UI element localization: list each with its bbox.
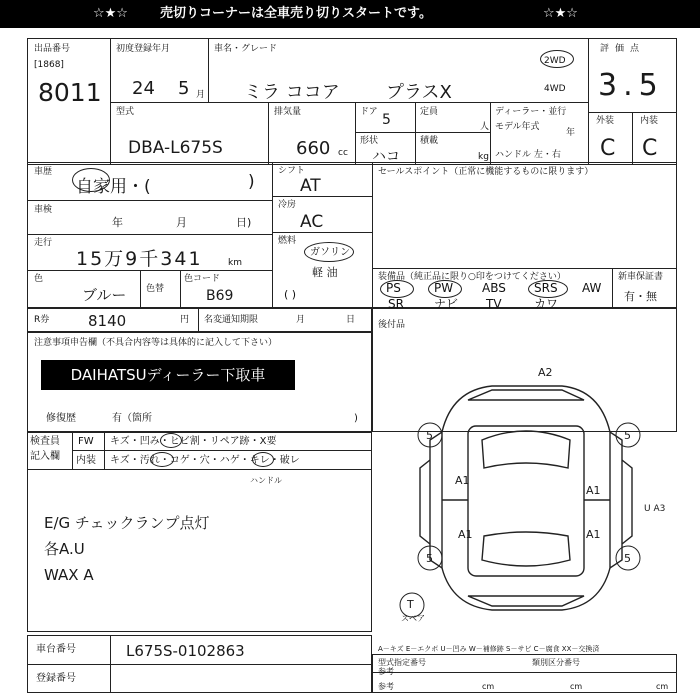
tire-spare-mark: T: [407, 598, 414, 611]
score-value: 3.5: [598, 68, 664, 103]
equipment-label: 装備品（純正品に限り○印をつけてください）: [378, 272, 566, 282]
tire-rl-tread: 5: [426, 552, 433, 565]
fuel-diesel: 軽 油: [312, 266, 338, 279]
load-unit: kg: [478, 152, 489, 162]
colorcode-label: 色コード: [184, 274, 221, 284]
score-label: 評価点: [600, 44, 646, 54]
km-unit: km: [228, 258, 242, 268]
equip-pw-circle: [428, 280, 462, 298]
tire-rr-tread: 5: [624, 552, 631, 565]
equip-leather: カワ: [534, 297, 559, 311]
inspector-note-2: 各A.U: [44, 540, 85, 558]
color-label: 色: [34, 274, 44, 284]
inspector-row2: キズ・汚れ・コゲ・穴・ハゲ・キレ・破レ: [110, 455, 300, 466]
shape-label: 形状: [360, 136, 379, 146]
top-banner: [0, 0, 700, 28]
inspector-row2-tag: 内装: [76, 455, 96, 466]
door-label: ドア: [360, 107, 378, 117]
ext-label: 外装: [596, 116, 615, 126]
history-label: 車歴: [34, 167, 53, 177]
inspector-row1-tag: FW: [78, 436, 94, 447]
cc-label: 排気量: [274, 107, 302, 117]
car-model: ミラ ココア: [244, 82, 340, 103]
equip-navi: ナビ: [434, 297, 459, 311]
inspector-label-1: 検査員: [30, 436, 60, 447]
chassis-label: 車台番号: [36, 644, 76, 655]
history-value: 自家用・(: [76, 177, 151, 197]
cc-value: 660: [296, 138, 331, 159]
rear-window: [482, 532, 570, 566]
warranty-label: 新車保証書: [618, 272, 664, 282]
footer-ref-2: 参考: [378, 682, 394, 691]
windshield: [482, 431, 570, 468]
notice-label: 名変通知期限: [204, 315, 259, 325]
history-close: ): [248, 172, 255, 192]
handle-label: ハンドル 左・右: [495, 150, 561, 160]
private-use-circle: [72, 168, 110, 192]
right-side-outline: [622, 460, 632, 544]
footer-type-label: 型式指定番号: [378, 658, 426, 667]
equip-pw: PW: [434, 281, 454, 295]
reg-label: 登録番号: [36, 673, 76, 684]
type-value: DBA-L675S: [128, 138, 223, 158]
dealer-trade-in-banner: DAIHATSUディーラー下取車: [41, 360, 295, 390]
lot-number: 8011: [38, 78, 102, 107]
equip-aw: AW: [582, 281, 602, 295]
capacity-unit: 人: [480, 122, 490, 132]
equip-sr: SR: [388, 297, 404, 311]
mark-left-side: A1: [455, 474, 470, 487]
footer-cm-1: cm: [482, 682, 495, 691]
dealer-label: ディーラー・並行: [495, 107, 567, 117]
banner-stars-right: ☆★☆: [543, 6, 578, 21]
footer-class-label: 類別区分番号: [532, 658, 580, 667]
notice-month-unit: 月: [296, 315, 306, 325]
banner-text: 売切りコーナーは全車売り切りスタートです。: [160, 6, 432, 21]
footer-cm-2: cm: [570, 682, 583, 691]
ac-value: AC: [300, 212, 324, 232]
car-grade: プラスX: [386, 82, 452, 103]
wear-circle: [252, 452, 274, 467]
rear-outline: [442, 568, 610, 610]
name-label: 車名・グレード: [214, 44, 278, 54]
shape-value: ハコ: [372, 149, 400, 165]
inspector-row1: キズ・凹み・ヒビ割・リペア跡・X要: [110, 436, 277, 447]
recycle-unit: 円: [180, 315, 190, 325]
registration-year: 24: [132, 78, 155, 99]
load-label: 積載: [420, 136, 439, 146]
mileage-value: 15万9千341: [76, 248, 203, 270]
equip-ps-circle: [380, 280, 414, 298]
capacity-label: 定員: [420, 107, 439, 117]
equip-abs: ABS: [482, 281, 506, 295]
footer-cm-3: cm: [656, 682, 669, 691]
front-outline: [442, 386, 610, 432]
mark-top: A2: [538, 366, 553, 379]
colorcode-value: B69: [206, 288, 234, 304]
footer-ref-1: 参考: [378, 667, 394, 676]
inspection-day-unit: 日): [236, 216, 252, 229]
registration-month-unit: 月: [196, 90, 206, 100]
tire-fl-tread: 5: [426, 429, 433, 442]
equip-tv: TV: [486, 297, 502, 311]
car-body-diagram: [372, 360, 677, 630]
drive-2wd: 2WD: [544, 56, 566, 66]
model-year-unit: 年: [566, 128, 576, 138]
mark-right-side: A1: [586, 484, 601, 497]
repair-close: ): [354, 413, 358, 424]
inspector-note-1: E/G チェックランプ点灯: [44, 514, 210, 532]
inspector-label-2: 記入欄: [30, 451, 60, 462]
inspection-label: 車検: [34, 205, 53, 215]
int-value: C: [642, 136, 658, 161]
fuel-gas-circle: [304, 242, 354, 262]
fuel-label: 燃料: [278, 236, 297, 246]
lot-code: [1868]: [34, 60, 64, 70]
recycle-value: 8140: [88, 312, 127, 330]
right-side-panel: [610, 432, 622, 568]
after-install-label: 後付品: [378, 320, 406, 330]
drive-4wd: 4WD: [544, 84, 566, 94]
equip-srs: SRS: [534, 281, 558, 295]
sales-point-label: セールスポイント（正常に機能するものに限ります）: [378, 167, 594, 177]
notes-label: 注意事項申告欄（不具合内容等は具体的に記入して下さい）: [34, 338, 278, 348]
roof-outline: [468, 426, 584, 576]
banner-stars-left: ☆★☆: [93, 6, 128, 21]
mark-right-rear: A1: [586, 528, 601, 541]
mark-right-edge: U A3: [644, 504, 666, 514]
dirt-circle: [150, 452, 174, 467]
handwritten-handle: ハンドル: [250, 476, 282, 485]
repair-value: 有（箇所: [112, 413, 152, 424]
type-label: 型式: [116, 107, 135, 117]
inspection-month-unit: 月: [176, 216, 187, 229]
model-year-label: モデル年式: [495, 122, 540, 132]
chassis-value: L675S-0102863: [126, 642, 245, 660]
door-value: 5: [382, 112, 391, 128]
front-bumper: [468, 390, 584, 400]
mark-left-rear: A1: [458, 528, 473, 541]
ac-label: 冷房: [278, 200, 297, 210]
equip-srs-circle: [528, 280, 568, 298]
inspector-note-3: WAX A: [44, 566, 94, 584]
dent-circle: [160, 433, 182, 448]
spare-label: スペア: [401, 614, 425, 623]
ext-value: C: [600, 136, 616, 161]
int-label: 内装: [640, 116, 659, 126]
rear-bumper: [468, 596, 584, 606]
color-value: ブルー: [82, 286, 127, 304]
notice-day-unit: 日: [346, 315, 356, 325]
shift-label: シフト: [278, 166, 306, 176]
drive-2wd-circle: [540, 50, 574, 68]
equip-ps: PS: [386, 281, 401, 295]
tire-fr-tread: 5: [624, 429, 631, 442]
warranty-value: 有・無: [624, 290, 657, 303]
fuel-other: ( ): [284, 288, 297, 301]
mileage-label: 走行: [34, 238, 53, 248]
inspection-year-unit: 年: [112, 216, 123, 229]
lot-label: 出品番号: [34, 44, 71, 54]
cc-unit: cc: [338, 148, 348, 158]
repaint-label: 色替: [146, 284, 165, 294]
fuel-gas: ガソリン: [310, 247, 350, 258]
registration-month: 5: [178, 78, 190, 99]
registration-label: 初度登録年月: [116, 44, 171, 54]
damage-legend: A－キズ E－エクボ U－凹み W－補修跡 S－サビ C－腐食 XX－交換済: [378, 645, 600, 653]
recycle-frame: [27, 308, 372, 332]
left-side-outline: [420, 460, 430, 544]
shift-value: AT: [300, 176, 321, 196]
recycle-label: R券: [34, 315, 50, 325]
repair-label: 修復歴: [46, 413, 76, 424]
